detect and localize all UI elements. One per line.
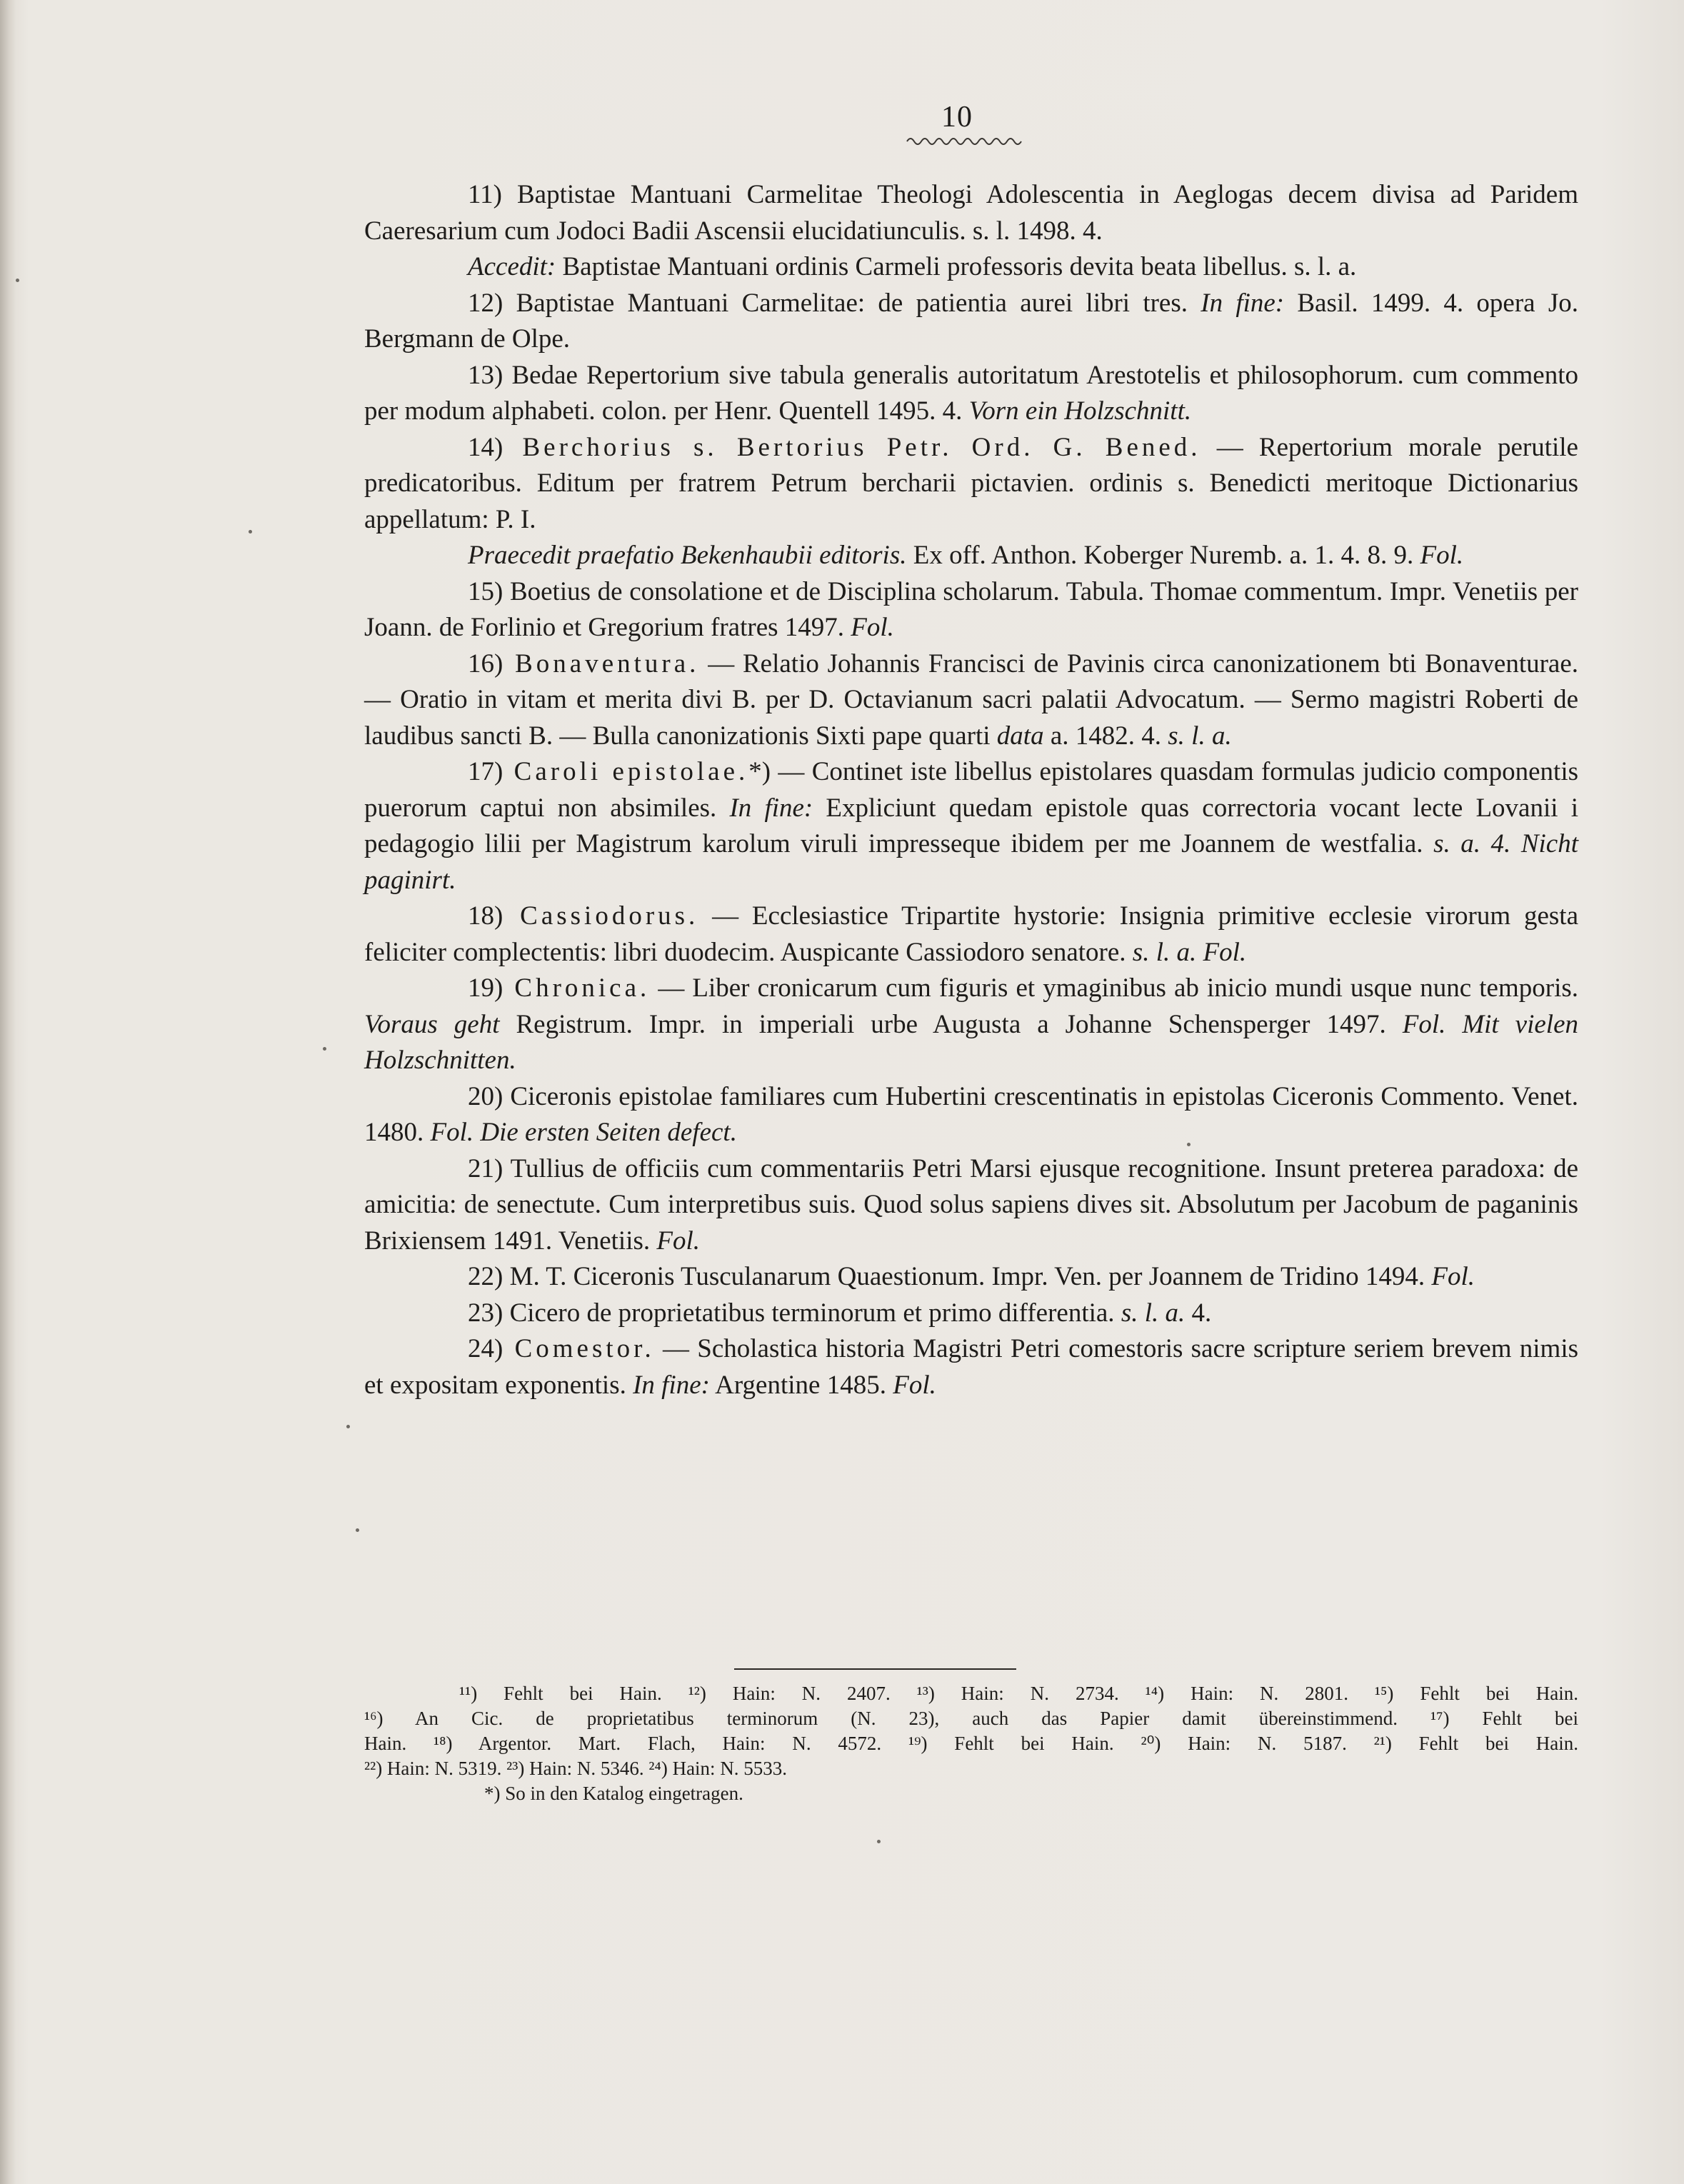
footnote-line: ²²) Hain: N. 5319. ²³) Hain: N. 5346. ²⁴) Hain: N. 5533. (364, 1758, 788, 1779)
footnote-line: Hain. ¹⁸) Argentor. Mart. Flach, Hain: N. 4572. ¹⁹) Fehlt bei Hain. ²⁰) Hain: N. 5187. ²¹) Fehlt bei Hain. (364, 1733, 1578, 1754)
catalog-entries (364, 177, 1578, 1403)
paper-speck (16, 279, 19, 282)
footnotes (364, 1681, 1578, 1806)
entry-14-praecedit: Praecedit praefatio Bekenhaubii editoris. Ex off. Anthon. Koberger Nuremb. a. 1. 4. 8. 9. Fol. (468, 541, 1464, 570)
entry-14: 14) Berchorius s. Bertorius Petr. Ord. G. Bened. — Repertorium morale perutile predicatoribus. Editum per fratrem Petrum bercharii pictavien. ordinis s. Benedicti meritoque Dictionarius appellatum: P. I. (364, 432, 1578, 534)
footnote-line: ¹¹) Fehlt bei Hain. ¹²) Hain: N. 2407. ¹³) Hain: N. 2734. ¹⁴) Hain: N. 2801. ¹⁵) Fehlt bei Hain. (459, 1683, 1578, 1704)
binding-shadow (0, 0, 16, 2184)
entry-20: 20) Ciceronis epistolae familiares cum Hubertini crescentinatis in epistolas Ciceronis Commento. Venet. 1480. Fol. Die ersten Seiten defect. (364, 1081, 1578, 1147)
footnote-star: *) So in den Katalog eingetragen. (484, 1783, 743, 1804)
entry-16: 16) Bonaventura. — Relatio Johannis Francisci de Pavinis circa canonizationem bti Bonaventurae. — Oratio in vitam et merita divi B. per D. Octavianum sacri palatii Advocatum. — Sermo magistri Roberti de laudibus sancti B. — Bulla canonizationis Sixti pape quarti data a. 1482. 4. s. l. a. (364, 648, 1579, 751)
entry-17: 17) Caroli epistolae.*) — Continet iste libellus epistolares quasdam formulas judicio componentis puerorum captui non absimiles. In fine: Expliciunt quedam epistole quas correctoria vocant lecte Lovanii i pedagogio lilii per Magistrum karolum viruli impresseque ibidem per me Joannem de westfalia. s. a. 4. Nicht paginirt. (364, 757, 1578, 895)
entry-19: 19) Chronica. — Liber cronicarum cum figuris et ymaginibus ab inicio mundi usque nunc temporis. Voraus geht Registrum. Impr. in imperiali urbe Augusta a Johanne Schensperger 1497. Fol. Mit vielen Holzschnitten. (364, 973, 1579, 1075)
entry-24: 24) Comestor. — Scholastica historia Magistri Petri comestoris sacre scripture seriem brevem nimis et expositam exponentis. In fine: Argentine 1485. Fol. (364, 1334, 1579, 1400)
entry-11: 11) Baptistae Mantuani Carmelitae Theologi Adolescentia in Aeglogas decem divisa ad Paridem Caeresarium cum Jodoci Badii Ascensii elucidatiunculis. s. l. 1498. 4. (364, 180, 1578, 246)
entry-22: 22) M. T. Ciceronis Tusculanarum Quaestionum. Impr. Ven. per Joannem de Tridino 1494. Fol. (468, 1262, 1475, 1291)
paper-speck (346, 1425, 350, 1428)
paper-speck (249, 530, 252, 534)
paper-speck (1187, 1143, 1191, 1146)
paper-speck (356, 1528, 359, 1532)
entry-12: 12) Baptistae Mantuani Carmelitae: de patientia aurei libri tres. In fine: Basil. 1499. 4. opera Jo. Bergmann de Olpe. (364, 288, 1578, 354)
page-number: 10 (941, 101, 973, 134)
footnote-divider (734, 1668, 1016, 1670)
footnote-line: ¹⁶) An Cic. de proprietatibus terminorum (N. 23), auch das Papier damit übereinstimmend. ¹⁷) Fehlt bei (364, 1708, 1578, 1729)
entry-23: 23) Cicero de proprietatibus terminorum et primo differentia. s. l. a. 4. (468, 1298, 1212, 1328)
entry-15: 15) Boetius de consolatione et de Disciplina scholarum. Tabula. Thomae commentum. Impr. Venetiis per Joann. de Forlinio et Gregorium fratres 1497. Fol. (364, 576, 1578, 642)
entry-11-accedit: Accedit: Baptistae Mantuani ordinis Carmeli professoris devita beata libellus. s. l. a. (468, 252, 1357, 281)
entry-13: 13) Bedae Repertorium sive tabula generalis autoritatum Arestotelis et philosophorum. cum commento per modum alphabeti. colon. per Henr. Quentell 1495. 4. Vorn ein Holzschnitt. (364, 360, 1578, 426)
wavy-ornament-icon (906, 134, 1027, 149)
entry-18: 18) Cassiodorus. — Ecclesiastice Tripartite hystorie: Insignia primitive ecclesie virorum gesta feliciter complectentis: libri duodecim. Auspicante Cassiodoro senatore. s. l. a. Fol. (364, 901, 1578, 967)
entry-21: 21) Tullius de officiis cum commentariis Petri Marsi ejusque recognitione. Insunt preterea paradoxa: de amicitia: de senectute. Cum interpretibus suis. Quod solus sapiens dives sit. Absolutum per Jacobum de paganinis Brixiensem 1491. Venetiis. Fol. (364, 1153, 1578, 1256)
paper-speck (877, 1840, 881, 1843)
paper-speck (323, 1047, 326, 1051)
